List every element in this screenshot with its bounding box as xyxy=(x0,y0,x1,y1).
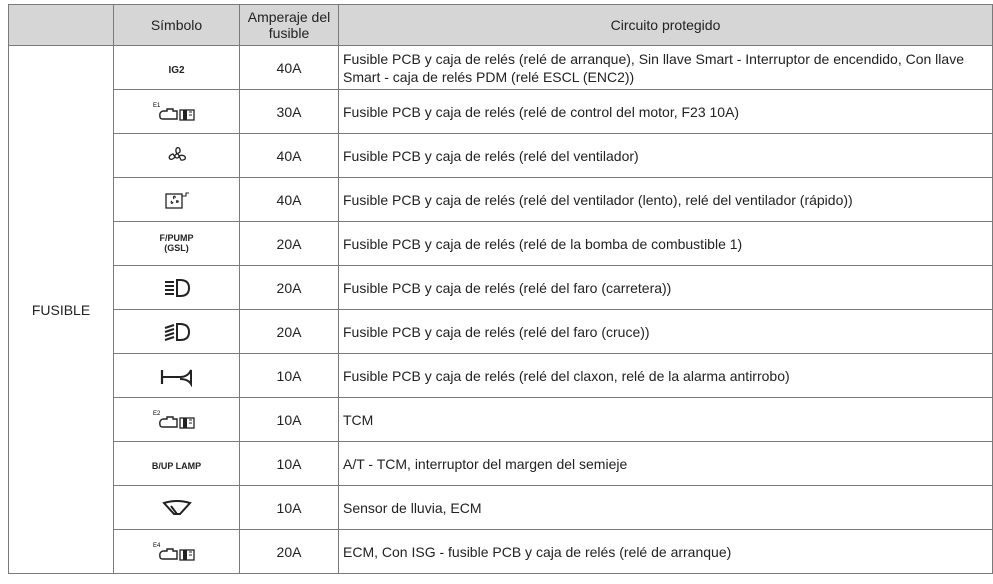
circuit-cell: TCM xyxy=(339,398,993,442)
symbol-header: Símbolo xyxy=(114,5,240,46)
circuit-cell: Sensor de lluvia, ECM xyxy=(339,486,993,530)
circuit-cell: Fusible PCB y caja de relés (relé de la bomba de combustible 1) xyxy=(339,222,993,266)
symbol-cell xyxy=(114,222,240,266)
table-row xyxy=(9,90,993,134)
low-beam-icon xyxy=(162,321,192,343)
amperage-cell: 20A xyxy=(240,266,339,310)
engine-icon-superscript: E1 xyxy=(152,102,160,109)
table-row xyxy=(9,310,993,354)
table-row xyxy=(9,266,993,310)
symbol-cell xyxy=(114,310,240,354)
engine-icon-superscript: E4 xyxy=(152,542,160,549)
amperage-cell: 40A xyxy=(240,46,339,90)
amperage-cell: 10A xyxy=(240,398,339,442)
table-row xyxy=(9,442,993,486)
amperage-cell: 10A xyxy=(240,442,339,486)
table-row xyxy=(9,398,993,442)
symbol-cell xyxy=(114,530,240,574)
fuse-table xyxy=(8,4,993,574)
table-header-row xyxy=(9,5,993,46)
section-header xyxy=(9,5,114,46)
engine-e4-icon xyxy=(151,540,203,564)
symbol-cell xyxy=(114,90,240,134)
amperage-cell: 10A xyxy=(240,354,339,398)
amperage-cell: 40A xyxy=(240,134,339,178)
fan-relay-icon xyxy=(162,188,192,212)
symbol-cell xyxy=(114,46,240,90)
high-beam-icon xyxy=(162,277,192,299)
table-row xyxy=(9,530,993,574)
symbol-cell xyxy=(114,178,240,222)
amperage-cell: 40A xyxy=(240,178,339,222)
circuit-cell: Fusible PCB y caja de relés (relé del faro (carretera)) xyxy=(339,266,993,310)
section-label: FUSIBLE xyxy=(9,46,114,574)
circuit-cell: Fusible PCB y caja de relés (relé del ventilador) xyxy=(339,134,993,178)
amperage-cell: 10A xyxy=(240,486,339,530)
fpump-label: F/PUMP (GSL) xyxy=(159,233,194,253)
amperage-header-text: Amperaje del fusible xyxy=(247,9,331,41)
symbol-cell xyxy=(114,134,240,178)
table-row xyxy=(9,354,993,398)
circuit-header: Circuito protegido xyxy=(339,5,993,46)
circuit-cell: Fusible PCB y caja de relés (relé de control del motor, F23 10A) xyxy=(339,90,993,134)
table-row xyxy=(9,178,993,222)
circuit-cell: A/T - TCM, interruptor del margen del semieje xyxy=(339,442,993,486)
engine-icon-superscript: E2 xyxy=(152,410,160,417)
engine-e1-icon xyxy=(151,100,203,124)
circuit-cell: Fusible PCB y caja de relés (relé de arranque), Sin llave Smart - Interruptor de encendido, Con llave Smart - caja de relés PDM (relé ESCL (ENC2)) xyxy=(339,46,993,90)
wiper-icon xyxy=(160,497,194,519)
table-row xyxy=(9,134,993,178)
amperage-cell: 20A xyxy=(240,222,339,266)
circuit-cell: Fusible PCB y caja de relés (relé del claxon, relé de la alarma antirrobo) xyxy=(339,354,993,398)
symbol-cell xyxy=(114,354,240,398)
amperage-header xyxy=(240,5,339,46)
circuit-cell: ECM, Con ISG - fusible PCB y caja de relés (relé de arranque) xyxy=(339,530,993,574)
circuit-cell: Fusible PCB y caja de relés (relé del faro (cruce)) xyxy=(339,310,993,354)
symbol-cell xyxy=(114,266,240,310)
fan-icon xyxy=(164,144,190,168)
ig2-label: IG2 xyxy=(168,64,185,76)
table-row xyxy=(9,486,993,530)
symbol-cell xyxy=(114,486,240,530)
table-row xyxy=(9,222,993,266)
horn-icon xyxy=(158,365,196,387)
symbol-cell xyxy=(114,398,240,442)
backup-lamp-label: B/UP LAMP xyxy=(151,460,202,471)
engine-e2-icon xyxy=(151,408,203,432)
amperage-cell: 20A xyxy=(240,310,339,354)
amperage-cell: 30A xyxy=(240,90,339,134)
circuit-cell: Fusible PCB y caja de relés (relé del ventilador (lento), relé del ventilador (rápido)) xyxy=(339,178,993,222)
symbol-cell xyxy=(114,442,240,486)
amperage-cell: 20A xyxy=(240,530,339,574)
table-row xyxy=(9,46,993,90)
